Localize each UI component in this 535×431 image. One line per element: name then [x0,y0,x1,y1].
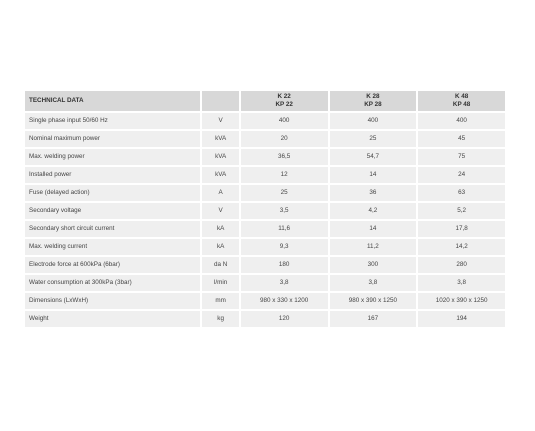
parameter-cell: Nominal maximum power [25,131,200,147]
value-cell-k22: 11,6 [241,221,328,237]
unit-cell: da N [202,257,238,273]
table-body [25,113,505,327]
value-cell-k48: 14,2 [418,239,505,255]
model-name: K 22 [277,93,291,100]
value-cell-k28: 4,2 [330,203,417,219]
value-cell-k48: 5,2 [418,203,505,219]
value-cell-k28: 167 [330,311,417,327]
value-cell-k22: 120 [241,311,328,327]
model-name: K 28 [366,93,380,100]
parameter-cell: Water consumption at 300kPa (3bar) [25,275,200,291]
unit-cell: kVA [202,149,238,165]
parameter-cell: Secondary voltage [25,203,200,219]
value-cell-k22: 3,5 [241,203,328,219]
value-cell-k28: 3,8 [330,275,417,291]
parameter-cell: Single phase input 50/60 Hz [25,113,200,129]
table-row [25,275,505,291]
table-row [25,257,505,273]
value-cell-k48: 194 [418,311,505,327]
value-cell-k22: 180 [241,257,328,273]
value-cell-k22: 25 [241,185,328,201]
value-cell-k28: 11,2 [330,239,417,255]
header-model-k48 [418,91,505,111]
value-cell-k22: 20 [241,131,328,147]
value-cell-k28: 14 [330,221,417,237]
unit-cell: kA [202,239,238,255]
value-cell-k28: 14 [330,167,417,183]
value-cell-k48: 45 [418,131,505,147]
table-row [25,293,505,309]
table-row [25,149,505,165]
model-variant: KP 28 [364,101,382,108]
value-cell-k48: 17,8 [418,221,505,237]
value-cell-k22: 980 x 330 x 1200 [241,293,328,309]
unit-cell: kA [202,221,238,237]
parameter-cell: Installed power [25,167,200,183]
value-cell-k22: 12 [241,167,328,183]
header-model-k22 [241,91,328,111]
value-cell-k28: 36 [330,185,417,201]
model-name: K 48 [454,93,469,100]
value-cell-k28: 25 [330,131,417,147]
header-model-k28 [330,91,417,111]
table-header-row [25,91,505,111]
table-row [25,167,505,183]
unit-cell: kVA [202,167,238,183]
table-row [25,311,505,327]
header-technical-data: TECHNICAL DATA [25,91,200,111]
parameter-cell: Max. welding power [25,149,200,165]
technical-data-table [23,89,507,329]
parameter-cell: Secondary short circuit current [25,221,200,237]
value-cell-k22: 9,3 [241,239,328,255]
value-cell-k28: 54,7 [330,149,417,165]
parameter-cell: Dimensions (LxWxH) [25,293,200,309]
table-row [25,131,505,147]
table-row [25,185,505,201]
table-row [25,239,505,255]
unit-cell: kg [202,311,238,327]
unit-cell: A [202,185,238,201]
value-cell-k28: 300 [330,257,417,273]
value-cell-k22: 400 [241,113,328,129]
value-cell-k28: 980 x 390 x 1250 [330,293,417,309]
model-variant: KP 48 [452,101,471,108]
value-cell-k48: 1020 x 390 x 1250 [418,293,505,309]
value-cell-k22: 3,8 [241,275,328,291]
parameter-cell: Max. welding current [25,239,200,255]
unit-cell: l/min [202,275,238,291]
header-unit [202,91,238,111]
value-cell-k48: 75 [418,149,505,165]
value-cell-k48: 280 [418,257,505,273]
table-row [25,113,505,129]
value-cell-k22: 36,5 [241,149,328,165]
unit-cell: V [202,113,238,129]
table-row [25,203,505,219]
parameter-cell: Weight [25,311,200,327]
unit-cell: V [202,203,238,219]
value-cell-k48: 3,8 [418,275,505,291]
model-variant: KP 22 [275,101,293,108]
unit-cell: mm [202,293,238,309]
unit-cell: kVA [202,131,238,147]
parameter-cell: Electrode force at 600kPa (6bar) [25,257,200,273]
table-row [25,221,505,237]
parameter-cell: Fuse (delayed action) [25,185,200,201]
value-cell-k48: 400 [418,113,505,129]
value-cell-k48: 24 [418,167,505,183]
value-cell-k28: 400 [330,113,417,129]
value-cell-k48: 63 [418,185,505,201]
